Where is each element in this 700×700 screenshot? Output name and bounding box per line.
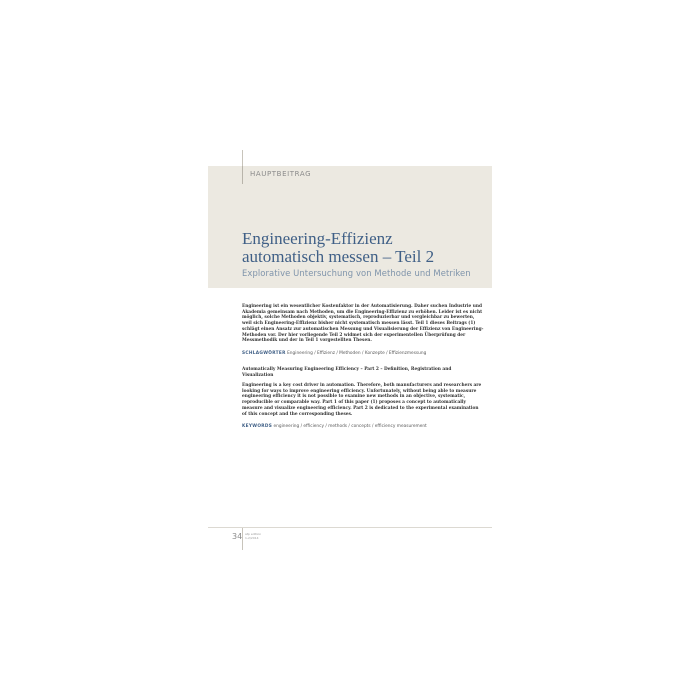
journal-name	[245, 533, 261, 540]
keywords-german	[242, 351, 426, 356]
page-number: 34	[232, 532, 243, 541]
english-title: Automatically Measuring Engineering Efficiency – Part 2 – Definition, Registration and Visualization	[242, 367, 452, 378]
journal-issue: 1-2/2014	[245, 535, 259, 540]
section-rule	[242, 166, 243, 184]
article-title-line-2: automatisch messen – Teil 2	[242, 247, 435, 266]
journal-name-line-1: atp edition	[245, 532, 262, 536]
top-rule	[242, 150, 243, 166]
article-subtitle: Explorative Untersuchung von Methode und Metriken	[242, 268, 471, 278]
article-title-line-1: Engineering-Effizienz	[242, 229, 393, 248]
abstract-german: Engineering ist ein wesentlicher Kostenfaktor in der Automatisierung. Daher suchen Industrie und Akademia gemeinsam nach Methoden, um die Engineering-Effizienz zu erhöhen. Leider ist es nicht möglich, solche Methoden objektiv, systematisch, reproduzierbar und vergleichbar zu bewerten, weil sich Engineering-Effizienz bisher nicht systematisch messen lässt. Teil 1 dieses Beitrags (1) schlägt einen Ansatz zur automatischen Messung und Visualisierung der Effizienz von Engineering-Methoden vor. Der hier vorliegende Teil 2 widmet sich der experimentellen Überprüfung der Messmethodik und der in Teil 1 vorgestellten Thesen.	[242, 304, 484, 344]
keywords-english-label: KEYWORDS	[242, 424, 273, 429]
keywords-german-label: SCHLAGWÖRTER	[242, 351, 286, 356]
keywords-english	[242, 424, 427, 429]
section-label: HAUPTBEITRAG	[250, 170, 312, 178]
article-title	[242, 230, 482, 266]
footer-rule	[208, 527, 492, 528]
keywords-german-text: Engineering / Effizienz / Methoden / Konzepte / Effizienzmessung	[287, 351, 427, 356]
abstract-english: Engineering is a key cost driver in automation. Therefore, both manufacturers and researchers are looking for ways to improve engineering efficiency. Unfortunately, without being able to measure engineering efficiency it is not possible to examine new methods in an objective, systematic, reproducible or comparable way. Part 1 of this paper (1) proposes a concept to automatically measure and visualize engineering efficiency. Part 2 is dedicated to the experimental examination of this concept and the corresponding theses.	[242, 383, 482, 417]
keywords-english-text: engineering / efficiency / methods / concepts / efficiency measurement	[273, 424, 427, 429]
